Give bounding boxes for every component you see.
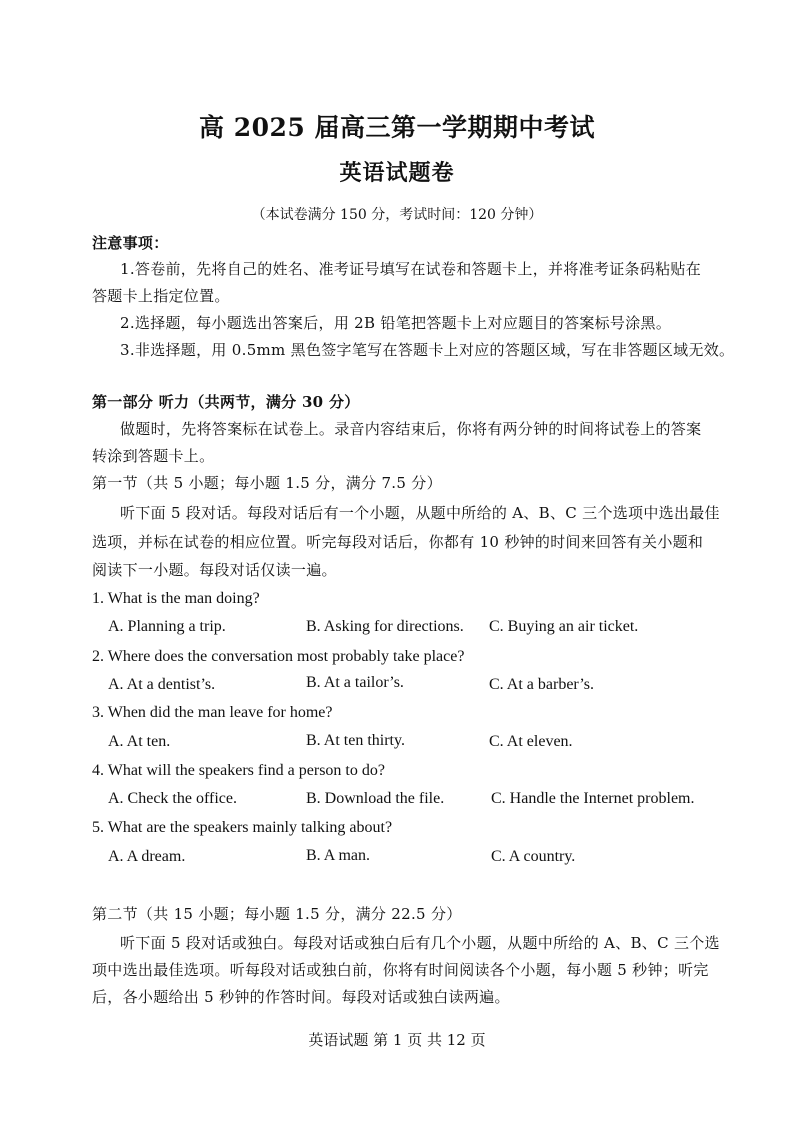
question-1-option-a: A. Planning a trip.: [108, 618, 226, 635]
section2-instr-line-3: 后，各小题给出 5 秒钟的作答时间。每段对话或独白读两遍。: [92, 988, 510, 1006]
question-2-option-c: C. At a barber’s.: [489, 676, 595, 693]
question-1: 1. What is the man doing?: [92, 590, 260, 607]
section1-instr-line-2: 选项，并标在试卷的相应位置。听完每段对话后，你都有 10 秒钟的时间来回答有关小题和: [92, 533, 704, 551]
question-5: 5. What are the speakers mainly talking about?: [92, 819, 393, 836]
notes-heading: 注意事项：: [92, 234, 169, 252]
section2-instr-line-2: 项中选出最佳选项。听每段对话或独白前，你将有时间阅读各个小题，每小题 5 秒钟；听完: [92, 961, 709, 979]
notes-item-1-line-2: 答题卡上指定位置。: [92, 287, 230, 305]
question-5-option-c: C. A country.: [491, 848, 576, 865]
section1-heading: 第一节（共 5 小题；每小题 1.5 分，满分 7.5 分）: [92, 474, 442, 492]
exam-info: （本试卷满分 150 分，考试时间：120 分钟）: [251, 207, 543, 223]
question-4-option-c: C. Handle the Internet problem.: [491, 790, 695, 807]
section2-instr-line-1: 听下面 5 段对话或独白。每段对话或独白后有几个小题，从题中所给的 A、B、C 三个选: [120, 934, 720, 952]
section2-heading: 第二节（共 15 小题；每小题 1.5 分，满分 22.5 分）: [92, 905, 462, 923]
part1-heading: 第一部分 听力（共两节，满分 30 分）: [92, 393, 360, 411]
question-3-option-c: C. At eleven.: [489, 733, 573, 750]
question-4-option-a: A. Check the office.: [108, 790, 237, 807]
notes-item-1-line-1: 1.答卷前，先将自己的姓名、准考证号填写在试卷和答题卡上，并将准考证条码粘贴在: [120, 260, 702, 278]
question-5-option-b: B. A man.: [306, 847, 371, 864]
question-2-option-a: A. At a dentist’s.: [108, 676, 216, 693]
question-3-option-b: B. At ten thirty.: [306, 732, 405, 749]
section1-instr-line-1: 听下面 5 段对话。每段对话后有一个小题，从题中所给的 A、B、C 三个选项中选出最佳: [120, 504, 720, 522]
question-4: 4. What will the speakers find a person to do?: [92, 762, 385, 779]
page-footer: 英语试题 第 1 页 共 12 页: [308, 1031, 486, 1049]
question-4-option-b: B. Download the file.: [306, 790, 445, 807]
question-2-option-b: B. At a tailor’s.: [306, 674, 404, 691]
part1-intro-line-1: 做题时，先将答案标在试卷上。录音内容结束后，你将有两分钟的时间将试卷上的答案: [120, 420, 702, 438]
notes-item-2: 2.选择题，每小题选出答案后，用 2B 铅笔把答题卡上对应题目的答案标号涂黑。: [120, 314, 672, 332]
part1-intro-line-2: 转涂到答题卡上。: [92, 447, 215, 465]
exam-title: 高 2025 届高三第一学期期中考试: [199, 113, 595, 142]
question-2: 2. Where does the conversation most probably take place?: [92, 648, 465, 665]
section1-instr-line-3: 阅读下一小题。每段对话仅读一遍。: [92, 561, 337, 579]
notes-item-3: 3.非选择题，用 0.5mm 黑色签字笔写在答题卡上对应的答题区域，写在非答题区域无效。: [120, 341, 735, 359]
question-3: 3. When did the man leave for home?: [92, 704, 333, 721]
question-3-option-a: A. At ten.: [108, 733, 171, 750]
question-1-option-b: B. Asking for directions.: [306, 618, 464, 635]
question-1-option-c: C. Buying an air ticket.: [489, 618, 639, 635]
exam-subtitle: 英语试题卷: [339, 160, 455, 186]
question-5-option-a: A. A dream.: [108, 848, 186, 865]
